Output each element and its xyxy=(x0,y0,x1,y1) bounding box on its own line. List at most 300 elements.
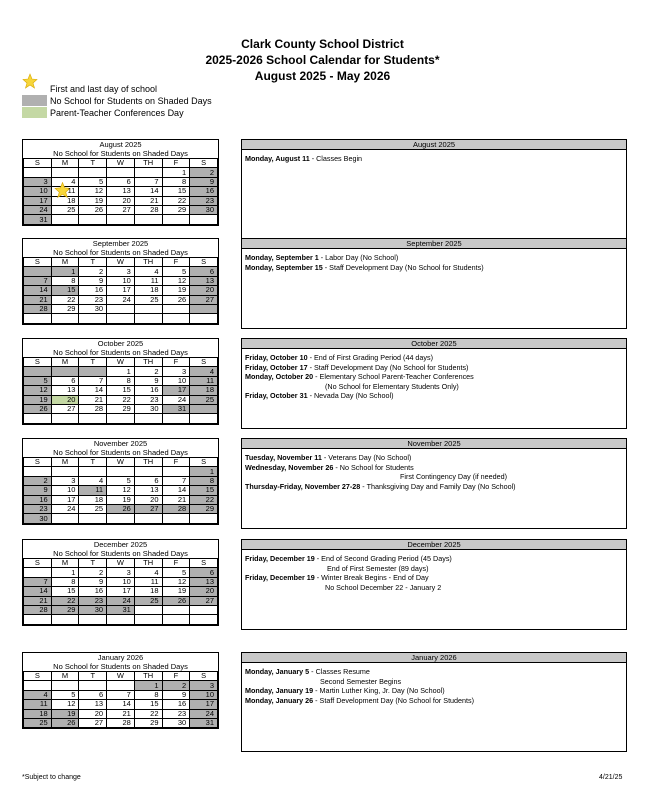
day-number: 4 xyxy=(154,266,159,276)
day-number: 27 xyxy=(205,595,214,605)
month-events-panel xyxy=(241,238,627,329)
day-number: 22 xyxy=(67,595,76,605)
day-cell xyxy=(190,395,218,404)
event-date: Friday, December 19 xyxy=(245,573,315,582)
day-number: 19 xyxy=(177,285,187,295)
day-cell xyxy=(107,187,135,196)
day-cell xyxy=(79,486,107,495)
day-number: 18 xyxy=(205,385,214,395)
day-cell xyxy=(107,314,135,323)
week-row xyxy=(24,414,218,423)
day-cell xyxy=(162,605,190,614)
day-number: 22 xyxy=(177,195,187,205)
day-cell xyxy=(24,205,52,214)
day-cell xyxy=(190,386,218,395)
day-cell xyxy=(190,404,218,413)
day-number: 17 xyxy=(205,699,214,709)
day-cell xyxy=(134,467,162,476)
day-number: 24 xyxy=(177,394,187,404)
day-cell xyxy=(134,314,162,323)
day-number: 16 xyxy=(94,586,104,596)
day-number: 27 xyxy=(205,294,214,304)
week-row xyxy=(24,596,218,605)
day-number: 20 xyxy=(94,708,104,718)
day-number: 21 xyxy=(39,595,48,605)
day-number: 16 xyxy=(94,285,104,295)
day-cell xyxy=(134,681,162,690)
month-calendar xyxy=(22,652,219,729)
week-row xyxy=(24,718,218,727)
day-cell xyxy=(162,314,190,323)
day-number: 26 xyxy=(177,294,187,304)
week-row xyxy=(24,267,218,276)
day-number: 2 xyxy=(209,167,214,177)
day-number: 10 xyxy=(39,186,48,196)
week-row xyxy=(24,196,218,205)
day-of-week-header: F xyxy=(162,672,190,681)
day-cell xyxy=(190,504,218,513)
day-of-week-header: M xyxy=(51,358,79,367)
day-cell xyxy=(134,605,162,614)
day-cell xyxy=(162,215,190,224)
day-cell xyxy=(134,295,162,304)
day-cell xyxy=(162,568,190,577)
day-cell xyxy=(190,267,218,276)
event-date: Friday, October 31 xyxy=(245,391,308,400)
event-line xyxy=(245,453,623,463)
day-number: 14 xyxy=(150,186,159,196)
event-line xyxy=(245,263,623,273)
day-cell xyxy=(190,215,218,224)
event-line xyxy=(245,696,623,706)
day-number: 23 xyxy=(205,195,214,205)
day-number: 7 xyxy=(126,689,131,699)
event-date: Tuesday, November 11 xyxy=(245,453,322,462)
day-cell xyxy=(51,514,79,523)
day-number: 11 xyxy=(150,275,159,285)
day-number: 12 xyxy=(94,186,104,196)
day-of-week-header: M xyxy=(51,672,79,681)
day-number: 18 xyxy=(67,195,76,205)
event-description: No School December 22 - January 2 xyxy=(325,582,442,592)
day-cell xyxy=(79,568,107,577)
month-calendar xyxy=(22,539,219,626)
day-cell xyxy=(107,700,135,709)
month-title: August 2025 xyxy=(99,140,142,149)
event-date: Thursday-Friday, November 27-28 xyxy=(245,481,361,491)
day-number: 20 xyxy=(122,195,131,205)
day-cell xyxy=(79,386,107,395)
day-number: 6 xyxy=(209,266,214,276)
day-cell xyxy=(51,467,79,476)
week-row xyxy=(24,187,218,196)
event-description: - Staff Development Day (No School for Students) xyxy=(313,695,475,705)
month-title: December 2025 xyxy=(93,540,148,549)
event-date: Friday, December 19 xyxy=(245,554,315,563)
day-number: 25 xyxy=(150,595,159,605)
day-number: 4 xyxy=(98,475,104,485)
day-number: 12 xyxy=(177,576,187,586)
day-cell xyxy=(51,615,79,624)
day-number: 31 xyxy=(122,605,131,615)
day-cell xyxy=(51,286,79,295)
day-number: 13 xyxy=(205,576,214,586)
day-number: 12 xyxy=(39,385,48,395)
day-cell xyxy=(162,718,190,727)
week-row xyxy=(24,486,218,495)
day-cell xyxy=(51,587,79,596)
day-cell xyxy=(190,467,218,476)
day-cell xyxy=(134,514,162,523)
event-date: Monday, October 20 xyxy=(245,372,314,381)
month-grid xyxy=(23,558,218,625)
day-cell xyxy=(79,681,107,690)
event-description: - Elementary School Parent-Teacher Conferences xyxy=(313,372,474,381)
day-cell xyxy=(51,367,79,376)
day-number: 17 xyxy=(177,385,187,395)
day-number: 21 xyxy=(94,394,104,404)
day-cell xyxy=(79,367,107,376)
event-date: Monday, August 11 xyxy=(245,154,310,163)
day-cell xyxy=(134,615,162,624)
day-cell xyxy=(107,367,135,376)
events-month-header: September 2025 xyxy=(242,239,626,249)
day-of-week-header: S xyxy=(190,159,218,168)
day-of-week-header: W xyxy=(107,672,135,681)
day-number: 6 xyxy=(71,375,76,385)
day-cell xyxy=(79,414,107,423)
day-number: 31 xyxy=(177,404,187,414)
day-cell xyxy=(134,215,162,224)
day-number: 17 xyxy=(39,195,48,205)
day-cell xyxy=(134,286,162,295)
day-cell xyxy=(79,404,107,413)
day-number: 15 xyxy=(67,285,76,295)
event-description: - Classes Resume xyxy=(309,667,370,676)
day-of-week-header: F xyxy=(162,159,190,168)
day-number: 18 xyxy=(94,494,104,504)
day-cell xyxy=(51,215,79,224)
day-number: 11 xyxy=(67,186,76,196)
day-number: 9 xyxy=(98,576,104,586)
day-cell xyxy=(51,718,79,727)
day-number: 25 xyxy=(150,294,159,304)
day-of-week-header: M xyxy=(51,258,79,267)
day-number: 11 xyxy=(39,699,48,709)
day-number: 10 xyxy=(205,689,214,699)
day-cell xyxy=(24,568,52,577)
day-cell xyxy=(24,367,52,376)
month-events-panel xyxy=(241,539,627,630)
week-row xyxy=(24,314,218,323)
month-grid xyxy=(23,457,218,524)
day-cell xyxy=(107,205,135,214)
day-number: 14 xyxy=(177,485,187,495)
day-cell xyxy=(51,414,79,423)
event-date: Monday, January 19 xyxy=(245,686,314,695)
day-number: 1 xyxy=(182,167,187,177)
day-cell xyxy=(24,504,52,513)
day-cell xyxy=(24,486,52,495)
day-cell xyxy=(107,504,135,513)
day-number: 5 xyxy=(182,266,187,276)
day-cell xyxy=(79,215,107,224)
day-cell xyxy=(24,404,52,413)
day-cell xyxy=(190,718,218,727)
day-cell xyxy=(51,504,79,513)
week-row xyxy=(24,709,218,718)
event-description: - End of Second Grading Period (45 Days) xyxy=(314,554,452,563)
event-line xyxy=(245,564,623,574)
revision-date: 4/21/25 xyxy=(599,774,623,781)
month-title: October 2025 xyxy=(97,339,144,348)
day-number: 28 xyxy=(150,205,159,215)
day-number: 23 xyxy=(150,394,159,404)
month-grid xyxy=(23,158,218,225)
day-number: 3 xyxy=(71,475,76,485)
day-cell xyxy=(79,514,107,523)
day-number: 31 xyxy=(205,718,214,728)
week-row xyxy=(24,495,218,504)
event-description: - End of First Grading Period (44 days) xyxy=(307,353,434,362)
day-cell xyxy=(107,414,135,423)
day-number: 24 xyxy=(122,294,131,304)
day-number: 24 xyxy=(122,595,131,605)
day-cell xyxy=(107,681,135,690)
week-row xyxy=(24,587,218,596)
events-month-header: November 2025 xyxy=(242,439,626,449)
day-of-week-header: F xyxy=(162,358,190,367)
day-number: 14 xyxy=(122,699,131,709)
day-cell xyxy=(107,404,135,413)
day-number: 8 xyxy=(182,176,187,186)
day-of-week-header: S xyxy=(190,458,218,467)
day-number: 7 xyxy=(154,176,159,186)
day-cell xyxy=(190,168,218,177)
shaded-note: No School for Students on Shaded Days xyxy=(53,348,188,357)
day-cell xyxy=(51,568,79,577)
day-of-week-header: M xyxy=(51,559,79,568)
day-number: 1 xyxy=(154,680,159,690)
event-line xyxy=(245,382,623,392)
week-row xyxy=(24,690,218,699)
day-number: 3 xyxy=(43,176,48,186)
day-number: 30 xyxy=(39,513,48,523)
day-cell xyxy=(24,304,52,313)
day-number: 10 xyxy=(177,375,187,385)
day-cell xyxy=(162,700,190,709)
day-cell xyxy=(162,386,190,395)
day-number: 3 xyxy=(126,567,131,577)
week-row xyxy=(24,367,218,376)
day-number: 14 xyxy=(39,586,48,596)
event-description: - Labor Day (No School) xyxy=(318,253,399,262)
month-title: January 2026 xyxy=(97,653,144,662)
day-number: 11 xyxy=(206,375,214,385)
day-number: 6 xyxy=(126,176,131,186)
day-number: 5 xyxy=(71,689,76,699)
day-number: 10 xyxy=(67,485,76,495)
day-of-week-header: T xyxy=(79,559,107,568)
day-cell xyxy=(107,587,135,596)
day-number: 23 xyxy=(39,504,48,514)
day-number: 5 xyxy=(182,567,187,577)
day-number: 16 xyxy=(39,494,48,504)
day-of-week-header: F xyxy=(162,559,190,568)
day-cell xyxy=(162,304,190,313)
day-cell xyxy=(134,596,162,605)
day-of-week-header: S xyxy=(24,258,52,267)
day-cell xyxy=(134,504,162,513)
footnote: *Subject to change xyxy=(22,774,81,781)
day-cell xyxy=(190,295,218,304)
day-number: 29 xyxy=(122,404,131,414)
day-cell xyxy=(51,314,79,323)
day-cell xyxy=(162,404,190,413)
day-number: 23 xyxy=(177,708,187,718)
event-line xyxy=(245,667,623,677)
day-cell xyxy=(24,267,52,276)
day-number: 30 xyxy=(205,205,214,215)
day-number: 27 xyxy=(122,205,131,215)
day-number: 5 xyxy=(43,375,48,385)
day-number: 3 xyxy=(209,680,214,690)
shaded-note: No School for Students on Shaded Days xyxy=(53,248,188,257)
day-number: 14 xyxy=(39,285,48,295)
legend-label: No School for Students on Shaded Days xyxy=(50,96,212,106)
event-description: First Contingency Day (if needed) xyxy=(400,472,508,481)
day-cell xyxy=(51,205,79,214)
event-date: Monday, January 26 xyxy=(245,695,314,705)
event-description: - Nevada Day (No School) xyxy=(307,391,394,400)
day-number: 16 xyxy=(205,186,214,196)
week-row xyxy=(24,386,218,395)
day-cell xyxy=(24,467,52,476)
day-cell xyxy=(162,267,190,276)
week-row xyxy=(24,568,218,577)
day-cell xyxy=(162,514,190,523)
day-of-week-header: W xyxy=(107,358,135,367)
day-cell xyxy=(51,404,79,413)
day-cell xyxy=(134,568,162,577)
month-events-panel xyxy=(241,438,627,529)
day-cell xyxy=(24,718,52,727)
day-cell xyxy=(24,514,52,523)
day-cell xyxy=(107,605,135,614)
week-row xyxy=(24,177,218,186)
week-row xyxy=(24,168,218,177)
day-of-week-header: W xyxy=(107,258,135,267)
day-of-week-header: S xyxy=(24,559,52,568)
day-number: 26 xyxy=(94,205,104,215)
day-cell xyxy=(107,168,135,177)
day-number: 24 xyxy=(205,708,214,718)
day-cell xyxy=(79,700,107,709)
day-number: 7 xyxy=(98,375,104,385)
day-cell xyxy=(190,596,218,605)
day-cell xyxy=(190,367,218,376)
day-cell xyxy=(162,414,190,423)
day-number: 17 xyxy=(122,586,131,596)
day-number: 17 xyxy=(67,494,76,504)
day-number: 26 xyxy=(39,404,48,414)
day-number: 7 xyxy=(43,576,48,586)
month-calendar xyxy=(22,238,219,325)
day-number: 27 xyxy=(94,718,104,728)
day-cell xyxy=(79,467,107,476)
day-cell xyxy=(134,205,162,214)
event-description: (No School for Elementary Students Only) xyxy=(325,381,459,391)
day-number: 22 xyxy=(67,294,76,304)
day-number: 25 xyxy=(94,504,104,514)
day-number: 29 xyxy=(177,205,187,215)
day-number: 10 xyxy=(122,275,131,285)
event-line xyxy=(245,353,623,363)
week-row xyxy=(24,215,218,224)
day-of-week-header: S xyxy=(24,159,52,168)
day-cell xyxy=(134,414,162,423)
day-number: 30 xyxy=(94,304,104,314)
day-cell xyxy=(134,304,162,313)
day-cell xyxy=(24,314,52,323)
day-cell xyxy=(107,215,135,224)
day-cell xyxy=(107,568,135,577)
day-number: 4 xyxy=(154,567,159,577)
day-cell xyxy=(190,304,218,313)
day-number: 20 xyxy=(205,285,214,295)
day-cell xyxy=(190,700,218,709)
day-cell xyxy=(134,718,162,727)
event-line xyxy=(245,677,623,687)
day-cell xyxy=(162,295,190,304)
day-of-week-header: TH xyxy=(134,458,162,467)
day-number: 8 xyxy=(154,689,159,699)
day-cell xyxy=(79,267,107,276)
day-number: 19 xyxy=(177,586,187,596)
event-line xyxy=(245,686,623,696)
day-number: 15 xyxy=(177,186,187,196)
day-number: 9 xyxy=(182,689,187,699)
event-date: Friday, October 17 xyxy=(245,362,308,372)
week-row xyxy=(24,304,218,313)
day-number: 7 xyxy=(182,475,187,485)
event-description: - Martin Luther King, Jr. Day (No School) xyxy=(313,686,445,695)
day-cell xyxy=(24,587,52,596)
day-cell xyxy=(79,168,107,177)
event-description: - Veterans Day (No School) xyxy=(321,453,412,462)
week-row xyxy=(24,476,218,485)
day-of-week-header: F xyxy=(162,458,190,467)
day-cell xyxy=(79,304,107,313)
day-number: 30 xyxy=(150,404,159,414)
day-cell xyxy=(190,605,218,614)
day-number: 16 xyxy=(150,385,159,395)
day-of-week-header: S xyxy=(190,672,218,681)
day-cell xyxy=(134,700,162,709)
day-cell xyxy=(134,267,162,276)
day-number: 21 xyxy=(39,294,48,304)
day-cell xyxy=(79,718,107,727)
day-cell xyxy=(79,605,107,614)
shaded-note: No School for Students on Shaded Days xyxy=(53,149,188,158)
day-of-week-header: TH xyxy=(134,559,162,568)
day-of-week-header: M xyxy=(51,458,79,467)
day-cell xyxy=(107,386,135,395)
day-number: 13 xyxy=(150,485,159,495)
day-number: 20 xyxy=(67,394,76,404)
day-number: 6 xyxy=(209,567,214,577)
day-number: 19 xyxy=(39,394,48,404)
